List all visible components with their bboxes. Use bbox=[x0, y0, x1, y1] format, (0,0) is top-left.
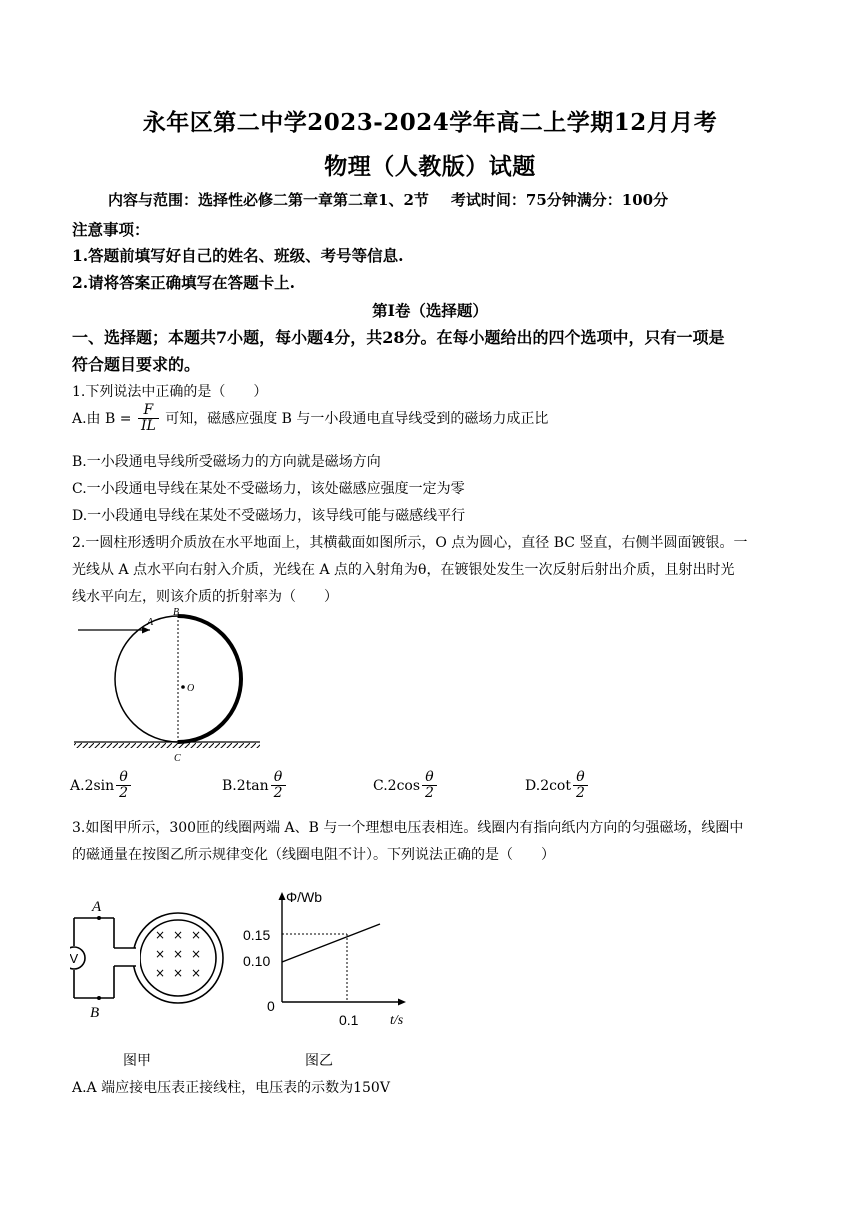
q2-c-label: C. bbox=[373, 777, 388, 794]
q2-figure bbox=[70, 605, 270, 765]
svg-text:×: × bbox=[191, 928, 202, 942]
q2-line-2: 光线从 A 点水平向右射入介质，光线在 A 点的入射角为θ，在镀银处发生一次反射后射出介质，且射出时光 bbox=[72, 562, 735, 578]
q2-line-3: 线水平向左，则该介质的折射率为（ ） bbox=[72, 589, 338, 605]
volume-heading: 第Ⅰ卷（选择题） bbox=[372, 301, 488, 320]
label-a: A bbox=[147, 617, 154, 628]
exam-scope: 内容与范围：选择性必修二第一章第二章1、2节 bbox=[108, 191, 429, 209]
exam-title-line1: 永年区第二中学2023-2024学年高二上学期12月月考 bbox=[142, 109, 718, 136]
q2-d-num: θ bbox=[573, 770, 588, 786]
q1-a-suffix: 可知，磁感应强度 B 与一小段通电直导线受到的磁场力成正比 bbox=[160, 410, 549, 427]
q2-c-num: θ bbox=[422, 770, 437, 786]
tick-01: 0.1 bbox=[339, 1012, 359, 1028]
terminal-b bbox=[97, 996, 101, 1000]
time-axis-label: t/s bbox=[390, 1013, 404, 1028]
q2-line-1: 2.一圆柱形透明介质放在水平地面上，其横截面如图所示，O 点为圆心，直径 BC 竖直，右侧半圆面镀银。一 bbox=[72, 535, 748, 551]
exam-meta bbox=[108, 189, 668, 210]
label-terminal-a: A bbox=[92, 899, 102, 915]
q2-c-fn: 2cos bbox=[387, 777, 421, 794]
svg-text:×: × bbox=[155, 928, 166, 942]
flux-axis-label: Φ/Wb bbox=[286, 889, 323, 905]
note-item-2: 2.请将答案正确填写在答题卡上. bbox=[72, 273, 296, 292]
q2-c-den: 2 bbox=[425, 785, 434, 802]
label-o: O bbox=[187, 683, 195, 694]
cylinder-cross-section bbox=[115, 616, 241, 742]
q3-figure-a bbox=[70, 898, 235, 1028]
section-instruction-2: 符合题目要求的。 bbox=[72, 355, 201, 374]
svg-text:×: × bbox=[191, 947, 202, 961]
q2-option-a bbox=[70, 770, 133, 802]
q2-a-fraction bbox=[116, 770, 131, 802]
caption-figure-a: 图甲 bbox=[123, 1053, 151, 1069]
svg-text:×: × bbox=[173, 966, 184, 980]
q1-option-b: B.一小段通电导线所受磁场力的方向就是磁场方向 bbox=[72, 454, 381, 470]
q2-c-fraction bbox=[422, 770, 437, 802]
q1-option-c: C.一小段通电导线在某处不受磁场力，该处磁感应强度一定为零 bbox=[72, 481, 465, 497]
origin-label: 0 bbox=[267, 998, 275, 1014]
tick-015: 0.15 bbox=[243, 927, 271, 943]
q1-a-den: IL bbox=[140, 418, 156, 435]
q2-a-label: A. bbox=[70, 777, 85, 794]
svg-text:×: × bbox=[173, 928, 184, 942]
q2-option-c bbox=[373, 770, 439, 802]
field-into-page-marks bbox=[155, 928, 201, 980]
silvered-surface bbox=[178, 616, 241, 742]
q3-option-a: A.A 端应接电压表正接线柱，电压表的示数为150V bbox=[72, 1080, 390, 1096]
svg-text:×: × bbox=[155, 966, 166, 980]
q2-b-den: 2 bbox=[273, 785, 283, 802]
label-c: C bbox=[174, 753, 181, 764]
q1-a-prefix: A.由 B = bbox=[72, 410, 136, 427]
svg-text:×: × bbox=[155, 947, 166, 961]
label-terminal-b: B bbox=[90, 1005, 100, 1021]
svg-text:×: × bbox=[173, 947, 184, 961]
notes-heading: 注意事项： bbox=[72, 220, 150, 239]
q1-option-d: D.一小段通电导线在某处不受磁场力，该导线可能与磁感线平行 bbox=[72, 508, 466, 524]
q2-b-fn: 2tan bbox=[236, 777, 269, 794]
q2-d-den: 2 bbox=[576, 785, 585, 802]
q2-b-fraction bbox=[271, 770, 286, 802]
q1-option-a bbox=[72, 403, 548, 435]
q2-option-d bbox=[525, 770, 590, 802]
q3-figure-b bbox=[240, 884, 420, 1034]
q3-line-2: 的磁通量在按图乙所示规律变化（线圈电阻不计）。下列说法正确的是（ ） bbox=[72, 847, 555, 863]
exam-time-score: 考试时间：75分钟满分：100分 bbox=[450, 191, 669, 209]
center-point-o bbox=[181, 685, 185, 689]
section-instruction-1: 一、选择题；本题共7小题，每小题4分，共28分。在每小题给出的四个选项中，只有一项是 bbox=[72, 328, 725, 347]
q2-option-b bbox=[222, 770, 288, 802]
q2-d-label: D. bbox=[525, 777, 541, 794]
note-item-1: 1.答题前填写好自己的姓名、班级、考号等信息. bbox=[72, 246, 404, 265]
time-axis-arrow-icon bbox=[398, 999, 406, 1006]
caption-figure-b: 图乙 bbox=[305, 1053, 333, 1069]
tick-010: 0.10 bbox=[243, 953, 271, 969]
exam-title-line2: 物理（人教版）试题 bbox=[324, 153, 536, 180]
q2-a-den: 2 bbox=[119, 785, 129, 802]
q1-a-fraction bbox=[138, 403, 159, 435]
q1-a-num: F bbox=[138, 403, 159, 419]
q2-b-label: B. bbox=[222, 777, 237, 794]
terminal-a bbox=[97, 916, 101, 920]
label-b: B bbox=[173, 607, 180, 618]
q2-a-num: θ bbox=[116, 770, 131, 786]
flux-line bbox=[282, 924, 380, 962]
svg-text:×: × bbox=[191, 966, 202, 980]
q1-stem: 1.下列说法中正确的是（ ） bbox=[72, 384, 268, 400]
q3-line-1: 3.如图甲所示，300匝的线圈两端 A、B 与一个理想电压表相连。线圈内有指向纸内方向的匀强磁场，线圈中 bbox=[72, 820, 744, 836]
q2-d-fn: 2cot bbox=[540, 777, 571, 794]
q2-d-fraction bbox=[573, 770, 588, 802]
ground-hatch bbox=[74, 743, 260, 748]
q2-b-num: θ bbox=[271, 770, 286, 786]
q2-a-fn: 2sin bbox=[84, 777, 115, 794]
voltmeter-label: V bbox=[70, 951, 79, 966]
flux-axis-arrow-icon bbox=[279, 892, 286, 900]
